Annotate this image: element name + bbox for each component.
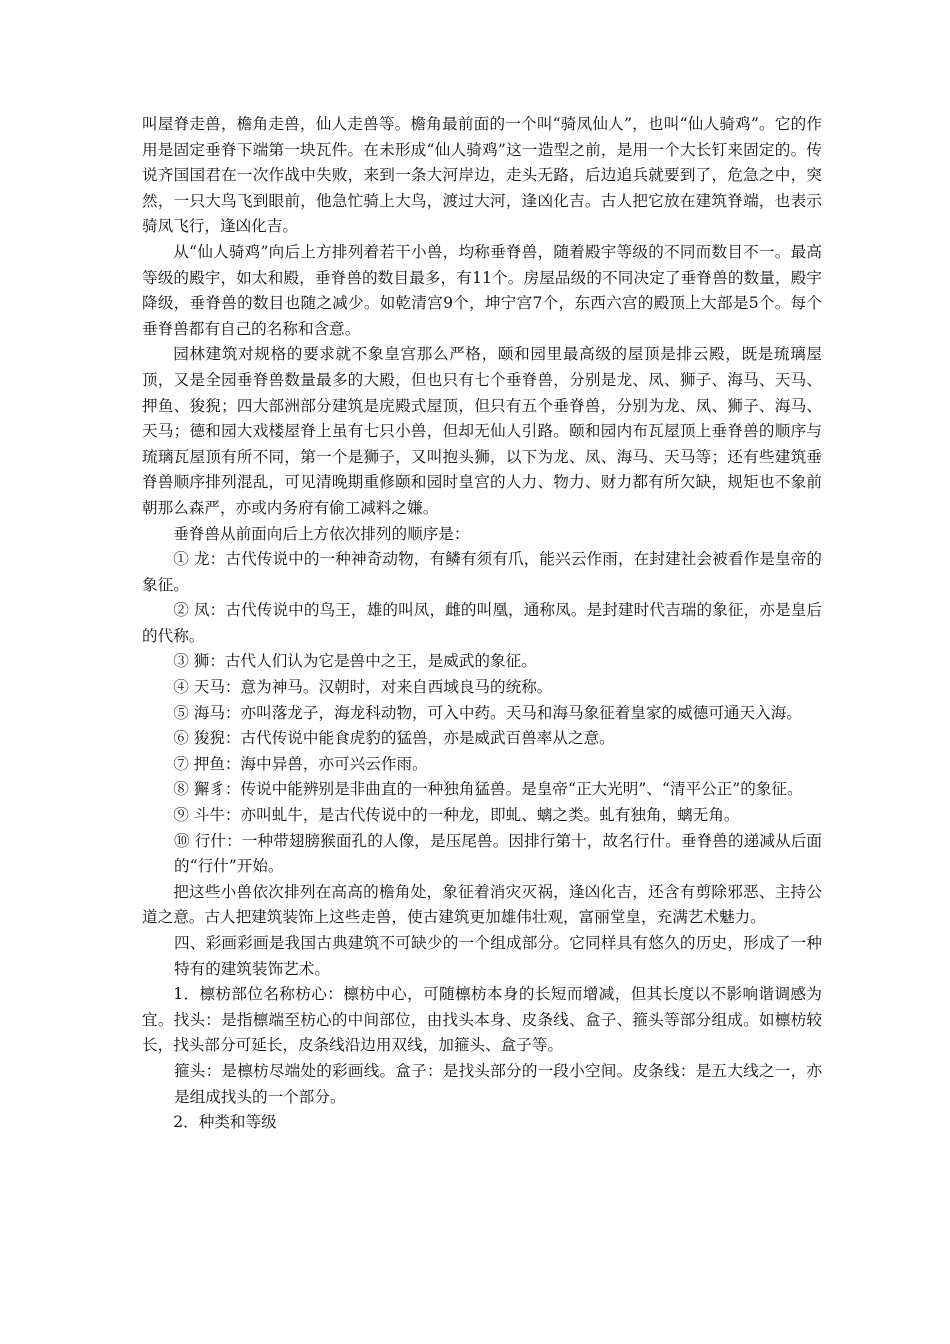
section-painting: 四、彩画彩画是我国古典建筑不可缺少的一个组成部分。它同样具有悠久的历史，形成了一种特有的建筑装饰艺术。 xyxy=(174,934,822,978)
subsection-2-heading: 2．种类和等级 xyxy=(173,1113,277,1132)
subsection-1: 1．檩枋部位名称枋心：檩枋中心，可随檩枋本身的长短而增减，但其长度以不影响谐调感为宜。找头：是指檩端至枋心的中间部位，由找头本身、皮条线、盒子、箍头等部分组成。如檩枋较长，找头部分可延长，皮条线沿边用双线，加箍头、盒子等。 xyxy=(142,985,822,1055)
paragraph-1: 叫屋脊走兽，檐角走兽，仙人走兽等。檐角最前面的一个叫“骑凤仙人”，也叫“仙人骑鸡”。它的作用是固定垂脊下端第一块瓦件。在未形成“仙人骑鸡”这一造型之前，是用一个大长钉来固定的。传说齐国国君在一次作战中失败，来到一条大河岸边，走头无路，后边追兵就要到了，危急之中，突然，一只大鸟飞到眼前，他急忙骑上大鸟，渡过大河，逢凶化吉。古人把它放在建筑脊端，也表示骑凤飞行，逢凶化吉。 xyxy=(142,115,822,236)
paragraph-3: 园林建筑对规格的要求就不象皇宫那么严格，颐和园里最高级的屋顶是排云殿，既是琉璃屋顶，又是全园垂脊兽数量最多的大殿，但也只有七个垂脊兽，分别是龙、凤、狮子、海马、天马、押鱼、狻猊；四大部洲部分建筑是庑殿式屋顶，但只有五个垂脊兽，分别为龙、凤、狮子、海马、天马；德和园大戏楼屋脊上虽有七只小兽，但却无仙人引路。颐和园内布瓦屋顶上垂脊兽的顺序与琉璃瓦屋顶有所不同，第一个是狮子，又叫抱头狮，以下为龙、凤、海马、天马等；还有些建筑垂脊兽顺序排列混乱，可见清晚期重修颐和园时皇宫的人力、物力、财力都有所欠缺，规矩也不象前朝那么森严，亦或内务府有偷工减料之嫌。 xyxy=(142,345,822,517)
paragraph-2: 从“仙人骑鸡”向后上方排列着若干小兽，均称垂脊兽，随着殿宇等级的不同而数目不一。最高等级的殿宇，如太和殿，垂脊兽的数目最多，有11个。房屋品级的不同决定了垂脊兽的数量，殿宇降级，垂脊兽的数目也随之减少。如乾清宫9个，坤宁宫7个，东西六宫的殿顶上大部是5个。每个垂脊兽都有自己的名称和含意。 xyxy=(142,242,822,338)
list-item-10: ⑩ 行什：一种带翅膀猴面孔的人像，是压尾兽。因排行第十，故名行什。垂脊兽的递减从后面的“行什”开始。 xyxy=(174,831,822,876)
list-item-5: ⑤ 海马：亦叫落龙子，海龙科动物，可入中药。天马和海马象征着皇家的威德可通天入海。 xyxy=(173,703,802,722)
definitions: 箍头：是檩枋尽端处的彩画线。盒子：是找头部分的一段小空间。皮条线：是五大线之一，亦是组成找头的一个部分。 xyxy=(174,1061,822,1106)
document-page xyxy=(142,112,822,1136)
list-item-2: ② 凤：古代传说中的鸟王，雄的叫凤，雌的叫凰，通称凤。是封建时代吉瑞的象征，亦是皇后的代称。 xyxy=(142,601,822,645)
list-item-7: ⑦ 押鱼：海中异兽，亦可兴云作雨。 xyxy=(173,754,428,773)
paragraph-summary: 把这些小兽依次排列在高高的檐角处，象征着消灾灭祸，逢凶化吉，还含有剪除邪恶、主持公道之意。古人把建筑装饰上这些走兽，使古建筑更加雄伟壮观，富丽堂皇，充满艺术魅力。 xyxy=(142,882,822,927)
list-item-1: ① 龙：古代传说中的一种神奇动物，有鳞有须有爪，能兴云作雨，在封建社会被看作是皇帝的象征。 xyxy=(142,550,822,594)
list-intro: 垂脊兽从前面向后上方依次排列的顺序是： xyxy=(173,524,470,543)
list-item-3: ③ 狮：古代人们认为它是兽中之王，是威武的象征。 xyxy=(173,652,537,671)
list-item-8: ⑧ 獬豸：传说中能辨别是非曲直的一种独角猛兽。是皇帝“正大光明”、“清平公正”的象征。 xyxy=(173,780,803,799)
list-item-4: ④ 天马：意为神马。汉朝时，对来自西域良马的统称。 xyxy=(173,678,553,697)
list-item-6: ⑥ 狻猊：古代传说中能食虎豹的猛兽，亦是威武百兽率从之意。 xyxy=(173,729,615,748)
list-item-9: ⑨ 斗牛：亦叫虬牛，是古代传说中的一种龙，即虬、螭之类。虬有独角，螭无角。 xyxy=(173,806,740,825)
